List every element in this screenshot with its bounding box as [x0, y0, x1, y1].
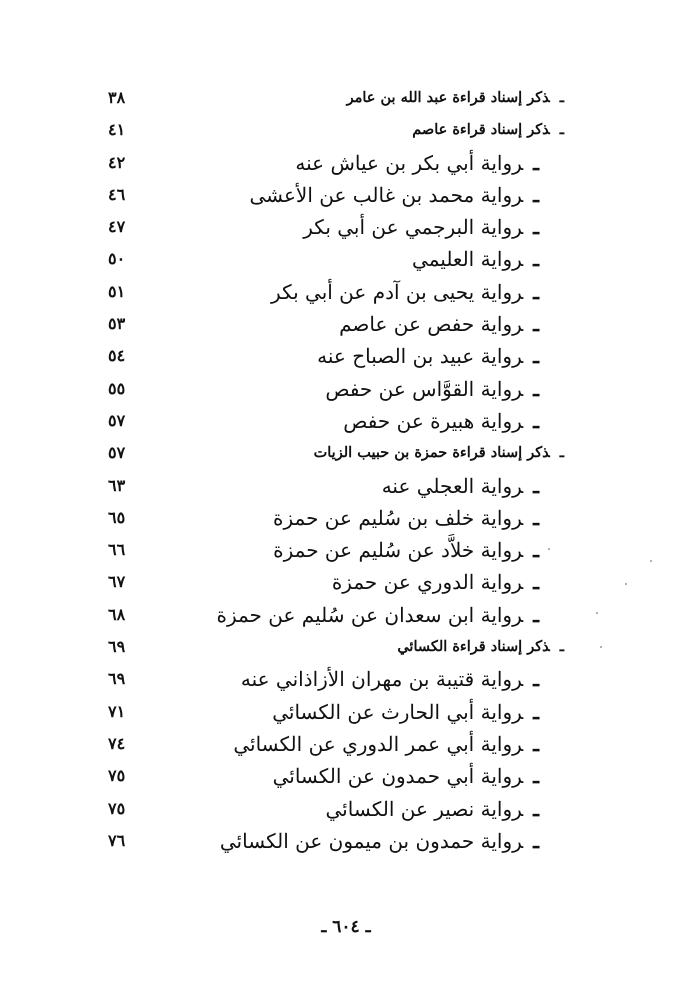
toc-entry-title	[326, 793, 539, 825]
toc-dash: ـ	[533, 538, 539, 563]
toc-entry-text: رواية نصير عن الكسائي	[325, 796, 524, 821]
toc-entry-title	[273, 502, 539, 534]
toc-section-header	[0, 82, 692, 114]
toc-entry-title	[347, 82, 564, 114]
toc-entry-text: رواية أبي بكر بن عياش عنه	[295, 150, 524, 175]
toc-page-number: ٥٧	[108, 410, 126, 430]
paper-speck	[650, 560, 652, 562]
toc-page-number: ٤٢	[108, 152, 126, 172]
toc-page-number: ٥٠	[108, 249, 126, 269]
toc-page-number: ٧١	[108, 701, 126, 721]
toc-page-number: ٦٥	[108, 507, 126, 527]
toc-page-number: ٦٦	[108, 540, 126, 560]
toc-entry	[0, 599, 692, 631]
toc-section-header	[0, 437, 692, 469]
toc-entry-text: رواية البرجمي عن أبي بكر	[303, 215, 524, 240]
toc-page-number: ٦٣	[108, 475, 126, 495]
toc-page-number: ٥٤	[108, 346, 126, 366]
toc-entry-text: رواية العجلي عنه	[381, 473, 524, 498]
toc-dash: ـ	[533, 279, 539, 304]
toc-entry	[0, 825, 692, 857]
paper-speck	[625, 583, 627, 585]
toc-entry-title	[325, 373, 539, 405]
toc-page-number: ٤١	[108, 120, 126, 140]
toc-page-number: ٤٦	[108, 184, 126, 204]
toc-dash: ـ	[559, 121, 564, 139]
toc-entry-text: رواية يحيى بن آدم عن أبي بكر	[271, 279, 524, 304]
toc-entry-text: رواية خلف بن سُليم عن حمزة	[273, 505, 524, 530]
toc-entry	[0, 696, 692, 728]
toc-entry-title	[272, 696, 539, 728]
toc-entry-title	[317, 340, 539, 372]
toc-entry-title	[273, 760, 539, 792]
toc-entry	[0, 243, 692, 275]
toc-dash: ـ	[533, 182, 539, 207]
toc-dash: ـ	[533, 796, 539, 821]
toc-entry	[0, 147, 692, 179]
toc-dash: ـ	[533, 344, 539, 369]
toc-entry-title	[216, 599, 539, 631]
toc-entry	[0, 211, 692, 243]
toc-page-number: ٥٥	[108, 378, 126, 398]
toc-page-number: ٦٩	[108, 637, 126, 657]
toc-entry-text: رواية هبيرة عن حفص	[343, 408, 524, 433]
toc-entry	[0, 534, 692, 566]
toc-entry-text: رواية أبي عمر الدوري عن الكسائي	[233, 731, 524, 756]
toc-entry-title	[249, 179, 539, 211]
toc-entry-text: رواية خلاَّد عن سُليم عن حمزة	[273, 538, 524, 563]
toc-entry	[0, 566, 692, 598]
toc-entry	[0, 276, 692, 308]
toc-entry	[0, 340, 692, 372]
paper-speck	[596, 612, 598, 614]
toc-entry-text: رواية محمد بن غالب عن الأعشى	[249, 182, 524, 207]
toc-entry-text: رواية ابن سعدان عن سُليم عن حمزة	[216, 602, 524, 627]
toc-dash: ـ	[533, 828, 539, 853]
toc-entry-title	[314, 437, 564, 469]
toc-entry-text: رواية أبي حمدون عن الكسائي	[272, 764, 524, 789]
toc-dash: ـ	[533, 473, 539, 498]
toc-entry-title	[412, 243, 539, 275]
toc-page-number: ٦٩	[108, 669, 126, 689]
toc-page-number: ٥٣	[108, 314, 126, 334]
toc-dash: ـ	[533, 731, 539, 756]
toc-section-header	[0, 114, 692, 146]
toc-entry	[0, 793, 692, 825]
toc-entry-text: ذكر إسناد قراءة عبد الله بن عامر	[346, 89, 550, 106]
toc-entry-text: رواية حفص عن عاصم	[339, 312, 524, 337]
toc-dash: ـ	[533, 699, 539, 724]
toc-page-number: ٥٧	[108, 443, 126, 463]
toc-entry-title	[273, 534, 539, 566]
toc-entry-text: ذكر إسناد قراءة حمزة بن حبيب الزيات	[313, 444, 550, 462]
toc-entry-title	[397, 631, 564, 663]
toc-entry	[0, 663, 692, 695]
toc-dash: ـ	[533, 602, 539, 627]
toc-page-number: ٣٨	[108, 88, 126, 107]
toc-entry-title	[343, 405, 539, 437]
toc-entry-title	[241, 663, 539, 695]
toc-entry-text: رواية القوَّاس عن حفص	[325, 376, 524, 401]
toc-entry-title	[412, 114, 564, 146]
toc-page-number: ٤٧	[108, 217, 126, 237]
toc-entry	[0, 728, 692, 760]
toc-dash: ـ	[533, 764, 539, 789]
toc-entry-text: رواية قتيبة بن مهران الأزاذاني عنه	[240, 667, 524, 692]
toc-entry	[0, 308, 692, 340]
toc-entry-text: ذكر إسناد قراءة عاصم	[412, 121, 550, 139]
toc-entry-text: رواية العليمي	[412, 247, 524, 272]
paper-speck	[600, 646, 602, 648]
toc-entry-title	[233, 728, 539, 760]
toc-entry-title	[382, 470, 539, 502]
toc-entry-text: ذكر إسناد قراءة الكسائي	[397, 638, 550, 656]
table-of-contents	[0, 82, 692, 857]
toc-entry-title	[295, 147, 539, 179]
toc-page-number: ٧٦	[108, 830, 126, 850]
toc-page-number: ٧٤	[108, 733, 126, 753]
toc-entry-title	[339, 308, 539, 340]
toc-entry-text: رواية حمدون بن ميمون عن الكسائي	[219, 828, 524, 853]
toc-entry-text: رواية الدوري عن حمزة	[331, 570, 524, 595]
page-footer-number: ـ ٦٠٤ ـ	[321, 917, 371, 937]
toc-dash: ـ	[533, 247, 539, 272]
toc-entry	[0, 470, 692, 502]
toc-entry-title	[303, 211, 539, 243]
toc-page-number: ٥١	[108, 281, 126, 301]
toc-page-number: ٦٨	[108, 604, 126, 624]
toc-entry	[0, 179, 692, 211]
toc-dash: ـ	[533, 408, 539, 433]
paper-speck	[548, 548, 550, 550]
toc-dash: ـ	[559, 444, 564, 462]
toc-dash: ـ	[533, 312, 539, 337]
toc-entry-title	[220, 825, 539, 857]
toc-entry	[0, 373, 692, 405]
toc-entry-title	[332, 566, 539, 598]
toc-entry	[0, 760, 692, 792]
toc-dash: ـ	[559, 638, 564, 656]
toc-dash: ـ	[533, 667, 539, 692]
toc-dash: ـ	[533, 215, 539, 240]
toc-dash: ـ	[533, 150, 539, 175]
toc-page-number: ٧٥	[108, 766, 126, 786]
toc-entry-text: رواية أبي الحارث عن الكسائي	[272, 699, 524, 724]
toc-page-number: ٧٥	[108, 798, 126, 818]
toc-page-number: ٦٧	[108, 572, 126, 592]
toc-dash: ـ	[533, 376, 539, 401]
toc-dash: ـ	[533, 570, 539, 595]
toc-entry	[0, 502, 692, 534]
toc-entry	[0, 405, 692, 437]
toc-entry-title	[271, 276, 539, 308]
toc-section-header	[0, 631, 692, 663]
toc-dash: ـ	[533, 505, 539, 530]
toc-dash: ـ	[559, 89, 564, 106]
toc-entry-text: رواية عبيد بن الصباح عنه	[317, 344, 524, 369]
